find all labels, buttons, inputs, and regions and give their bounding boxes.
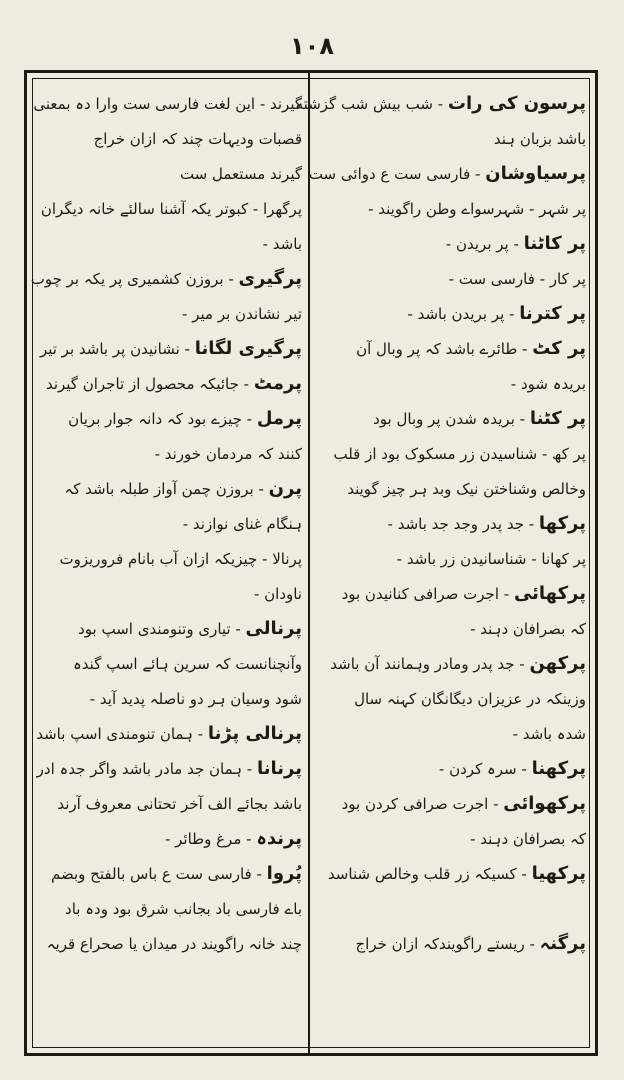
definition-text: پر کھانا - شناسانیدن زر باشد - <box>396 550 586 568</box>
definition-text: پر کار - فارسی ست - <box>448 270 586 288</box>
entry-line <box>38 121 302 156</box>
definition-text: - ریستے راگویندکہ ازان خراج <box>355 935 540 953</box>
entry-line <box>316 751 586 786</box>
definition-text: - طائرے باشد کہ پر وبال آن <box>356 340 533 358</box>
definition-text: - پر بریدن باشد - <box>407 305 520 323</box>
headword: پرکھائی <box>513 583 586 604</box>
entry-line <box>316 506 586 541</box>
definition-text: - فارسی ست ع باس بالفتح وبضم <box>51 865 267 883</box>
definition-text: باشد - <box>262 235 302 253</box>
definition-text: - بروزن کشمیری پر یکہ بر چوب <box>30 270 239 288</box>
definition-text: شود وسیان ہر دو ناصلہ پدید آید - <box>89 690 302 708</box>
entry-line <box>38 296 302 331</box>
definition-text: باشد بزبان ہند <box>493 130 586 148</box>
entry-line <box>316 891 586 926</box>
definition-text: باشد بجائے الف آخر تحتانی معروف آرند <box>57 795 302 813</box>
column-divider <box>308 72 310 1054</box>
headword: پرکھن <box>529 653 586 674</box>
entry-line <box>38 646 302 681</box>
entry-line <box>316 401 586 436</box>
entry-line <box>316 296 586 331</box>
entry-line <box>38 156 302 191</box>
headword: پر کٹ <box>532 338 586 359</box>
definition-text: - فارسی ست ع دوائی ست <box>308 165 486 183</box>
definition-text: - ہمان جد مادر باشد واگر جدہ ادر <box>36 760 257 778</box>
definition-text: وخالص وشناختن نیک وبد ہر چیز گویند <box>347 480 586 498</box>
entry-line <box>295 86 586 121</box>
entry-line <box>38 821 302 856</box>
definition-text: ہنگام غنای نوازند - <box>182 515 302 533</box>
headword: پرن <box>268 478 302 499</box>
definition-text: - نشانیدن پر باشد بر تیر <box>39 340 195 358</box>
headword: پرمل <box>256 408 302 429</box>
entry-line <box>30 261 302 296</box>
entry-line <box>38 226 302 261</box>
definition-text: - کسیکہ زر قلب وخالص شناسد <box>327 865 532 883</box>
entry-line <box>38 436 302 471</box>
entry-line <box>38 751 302 786</box>
entry-line <box>38 786 302 821</box>
definition-text: ناودان - <box>253 585 302 603</box>
entry-line <box>38 716 302 751</box>
entry-line <box>316 646 586 681</box>
entry-line <box>33 86 302 121</box>
headword: پرسیاوشان <box>485 163 586 184</box>
definition-text: - جد پدر ومادر وہمانند آن باشد <box>330 655 530 673</box>
entry-line <box>38 856 302 891</box>
headword: پرگیری <box>238 268 302 289</box>
entry-line <box>38 331 302 366</box>
definition-text: چند خانہ راگویند در میدان یا صحراع قریہ <box>46 935 302 953</box>
entry-line <box>316 576 586 611</box>
definition-text: - شب بیش شب گزشته <box>295 95 448 113</box>
definition-text: - مرغ وطائر - <box>164 830 257 848</box>
definition-text: بریدہ شود - <box>510 375 586 393</box>
definition-text: پر شہر - شہرسواے وطن راگویند - <box>368 200 586 218</box>
definition-text: پر کھ - شناسیدن زر مسکوک بود از قلب <box>333 445 586 463</box>
definition-text: - تیاری وتنومندی اسپ بود <box>78 620 246 638</box>
definition-text: پرنالا - چیزیکہ ازان آب بانام فروریزوت <box>59 550 302 568</box>
left-column <box>30 86 302 1046</box>
entry-line <box>38 611 302 646</box>
definition-text: - اجرت صرافی کردن بود <box>341 795 504 813</box>
definition-text: شدہ باشد - <box>512 725 586 743</box>
headword: پرنانا <box>257 758 302 779</box>
definition-text: وآنچنانست کہ سرین ہائے اسپ گندہ <box>73 655 302 673</box>
headword: پر کاٹنا <box>523 233 586 254</box>
headword: پرنالی <box>245 618 302 639</box>
headword: پرکھنا <box>531 758 586 779</box>
definition-text: کہ بصرافان دہند - <box>470 830 586 848</box>
headword: پرنالی پڑنا <box>207 723 302 744</box>
headword: پرکھیا <box>531 863 586 884</box>
definition-text: - اجرت صرافی کنانیدن بود <box>341 585 514 603</box>
entry-line <box>38 576 302 611</box>
headword: پرکھوائی <box>503 793 586 814</box>
definition-text: - پر بریدن - <box>445 235 524 253</box>
definition-text: - بروزن چمن آواز طبلہ باشد کہ <box>64 480 269 498</box>
entry-line <box>38 891 302 926</box>
definition-text: - سرہ کردن - <box>438 760 532 778</box>
entry-line <box>316 226 586 261</box>
entry-line <box>316 926 586 961</box>
entry-line <box>316 331 586 366</box>
definition-text: قصبات ودیہات چند کہ ازان خراج <box>93 130 302 148</box>
entry-line <box>38 541 302 576</box>
entry-line <box>38 681 302 716</box>
definition-text: وزینکہ در عزیزان دیگانگان کہنہ سال <box>354 690 586 708</box>
entry-line <box>316 786 586 821</box>
definition-text: کنند کہ مردمان خورند - <box>154 445 302 463</box>
headword: پُروا <box>266 863 302 884</box>
entry-line <box>316 191 586 226</box>
headword: پرندہ <box>256 828 302 849</box>
definition-text: کہ بصرافان دہند - <box>470 620 586 638</box>
headword: پرگیری لگانا <box>194 338 302 359</box>
entry-line <box>316 471 586 506</box>
entry-line <box>38 506 302 541</box>
entry-line <box>38 366 302 401</box>
headword: پرگنہ <box>539 933 586 954</box>
definition-text: - ہمان تنومندی اسپ باشد <box>36 725 208 743</box>
entry-line <box>38 926 302 961</box>
entry-line <box>38 401 302 436</box>
entry-line <box>316 611 586 646</box>
entry-line <box>316 716 586 751</box>
entry-line <box>308 156 586 191</box>
definition-text: - جد پدر وجد جد باشد - <box>387 515 539 533</box>
definition-text: گیرند - این لغت فارسی ست وارا دہ بمعنی <box>33 95 302 113</box>
headword: پر کٹنا <box>529 408 586 429</box>
entry-line <box>316 821 586 856</box>
right-column <box>295 86 586 1046</box>
definition-text: پرگھرا - کبوتر یکہ آشنا سالئے خانہ دیگران <box>40 200 302 218</box>
entry-line <box>38 191 302 226</box>
entry-line <box>316 121 586 156</box>
headword: پرسون کی رات <box>447 93 586 114</box>
entry-line <box>316 366 586 401</box>
definition-text: - بریدہ شدن پر وبال بود <box>373 410 530 428</box>
definition-text: - جائیکہ محصول از تاجران گیرند <box>45 375 254 393</box>
headword: پرمٹ <box>253 373 302 394</box>
entry-line <box>316 261 586 296</box>
entry-line <box>316 856 586 891</box>
definition-text: - چیزے بود کہ دانہ جوار بریان <box>68 410 257 428</box>
headword: پر کترنا <box>519 303 586 324</box>
definition-text: باے فارسی باد بجانب شرق بود ودہ باد <box>65 900 302 918</box>
entry-line <box>316 681 586 716</box>
definition-text: گیرند مستعمل ست <box>179 165 302 183</box>
entry-line <box>316 541 586 576</box>
definition-text: تیر نشاندن بر میر - <box>182 305 302 323</box>
page-number: ۱۰۸ <box>290 32 334 60</box>
headword: پرکھا <box>538 513 586 534</box>
entry-line <box>316 436 586 471</box>
entry-line <box>38 471 302 506</box>
